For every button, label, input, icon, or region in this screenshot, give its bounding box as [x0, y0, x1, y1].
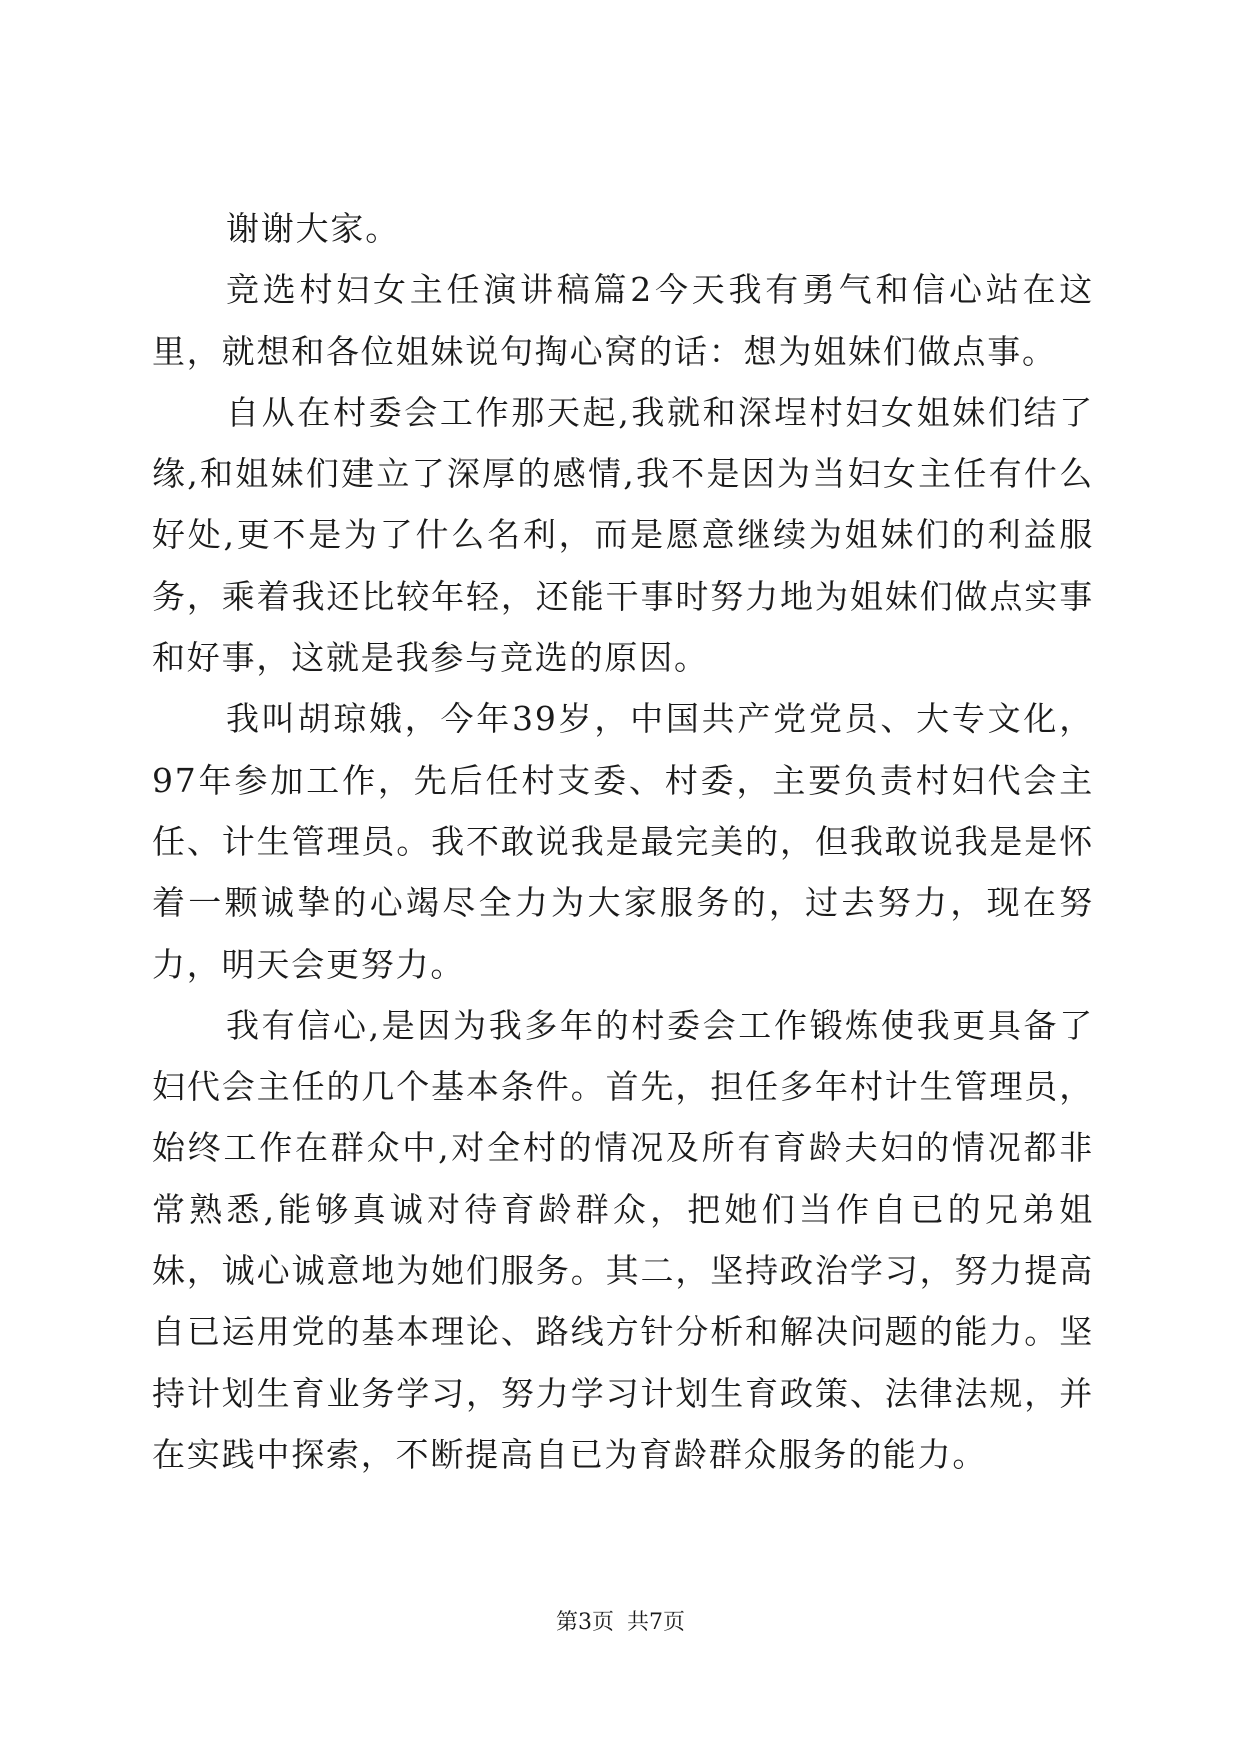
page-total: 共7页 — [627, 1610, 685, 1635]
paragraph-closing: 谢谢大家。 — [226, 209, 400, 248]
page-number: 第3页 — [556, 1610, 614, 1635]
paragraph-self-introduction: 我叫胡琼娥，今年39岁，中国共产党党员、大专文化，97年参加工作，先后任村支委、村委，主要负责村妇代会主任、计生管理员。我不敢说我是最完美的，但我敢说我是是怀着一颗诚挚的心竭尽全力为大家服务的，过去努力，现在努力，明天会更努力。 — [152, 699, 1094, 984]
paragraph-intro: 竞选村妇女主任演讲稿篇2今天我有勇气和信心站在这里，就想和各位姐妹说句掏心窝的话：想为姐妹们做点事。 — [152, 270, 1094, 371]
paragraph-qualifications: 我有信心,是因为我多年的村委会工作锻炼使我更具备了妇代会主任的几个基本条件。首先，担任多年村计生管理员，始终工作在群众中,对全村的情况及所有育龄夫妇的情况都非常熟悉,能够真诚对待育龄群众，把她们当作自已的兄弟姐妹，诚心诚意地为她们服务。其二，坚持政治学习，努力提高自已运用党的基本理论、路线方针分析和解决问题的能力。坚持计划生育业务学习，努力学习计划生育政策、法律法规，并在实践中探索，不断提高自已为育龄群众服务的能力。 — [152, 1005, 1094, 1474]
page-footer — [0, 1608, 1241, 1638]
paragraph-motivation: 自从在村委会工作那天起,我就和深埕村妇女姐妹们结了缘,和姐妹们建立了深厚的感情,我不是因为当妇女主任有什么好处,更不是为了什么名利，而是愿意继续为姐妹们的利益服务，乘着我还比较年轻，还能干事时努力地为姐妹们做点实事和好事，这就是我参与竞选的原因。 — [152, 392, 1094, 678]
document-body — [152, 198, 1094, 1485]
